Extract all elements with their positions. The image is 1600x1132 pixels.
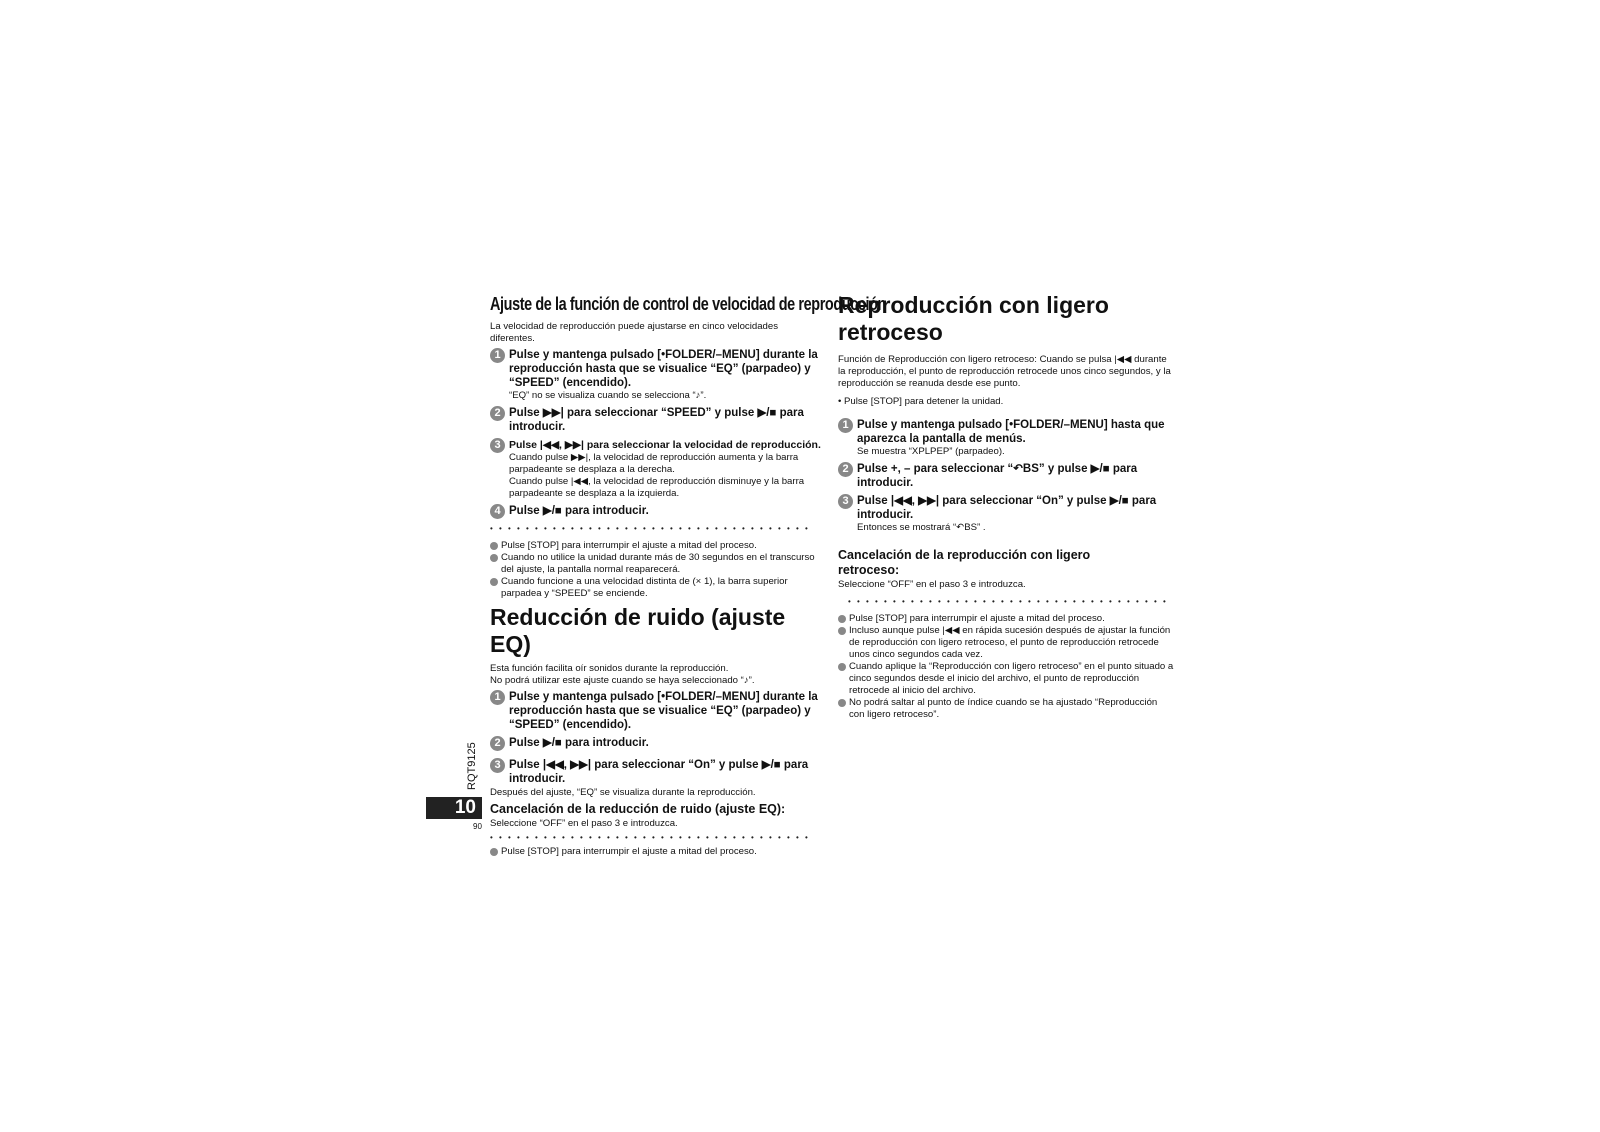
step-note: Cuando pulse ▶▶|, la velocidad de reproducción aumenta y la barra parpadeante se desplaza a la derecha.	[509, 452, 799, 475]
note-text: No podrá saltar al punto de índice cuando se ha ajustado “Reproducción con ligero retroceso”.	[849, 697, 1158, 720]
step-number: 2	[838, 462, 853, 477]
step-number: 1	[490, 348, 505, 363]
page-number-tab: 10	[426, 797, 482, 819]
step-heading: Pulse ▶/■ para introducir.	[509, 505, 649, 517]
rewind-section-title: Reproducción con ligero retroceso	[838, 292, 1109, 345]
noise-intro-1: Esta función facilita oír sonidos durante la reproducción.	[490, 663, 729, 674]
note-text: Pulse [STOP] para interrumpir el ajuste a mitad del proceso.	[501, 540, 757, 551]
note-text: Pulse [STOP] para interrumpir el ajuste a mitad del proceso.	[501, 846, 757, 857]
rewind-step-3	[838, 494, 1174, 534]
step-heading: Pulse |◀◀, ▶▶| para seleccionar “On” y pulse ▶/■ para introducir.	[857, 495, 1157, 521]
note-text: Incluso aunque pulse |◀◀ en rápida sucesión después de ajustar la función de reproducción con ligero retroceso, el punto de reproducción retrocede unos cinco segundos cada vez.	[849, 625, 1171, 660]
left-column	[490, 292, 886, 858]
step-note: Se muestra “XPLPEP” (parpadeo).	[857, 446, 1005, 457]
note-item	[838, 661, 1174, 697]
noise-step-1	[490, 690, 824, 732]
step-number: 3	[838, 494, 853, 509]
step-heading: Pulse |◀◀, ▶▶| para seleccionar “On” y pulse ▶/■ para introducir.	[509, 759, 809, 785]
bullet-icon	[838, 699, 846, 707]
rewind-cancel-title: Cancelación de la reproducción con ligero retroceso:	[838, 548, 1091, 577]
note-item	[838, 697, 1174, 721]
bullet-icon	[838, 663, 846, 671]
note-item	[838, 613, 1174, 625]
step-heading: Pulse +, – para seleccionar “↶BS” y pulse ▶/■ para introducir.	[857, 463, 1138, 489]
bullet-icon	[838, 615, 846, 623]
speed-section-title: Ajuste de la función de control de velocidad de reproducción	[490, 293, 886, 314]
rewind-step-1	[838, 418, 1174, 458]
dotted-separator: ••••••••••••••••••••••••••••••••••••	[848, 597, 1173, 606]
note-item	[490, 552, 824, 576]
document-code: RQT9125	[466, 742, 478, 790]
noise-step-3	[490, 758, 824, 786]
note-text: Cuando aplique la “Reproducción con ligero retroceso” en el punto situado a cinco segundos desde el inicio del archivo, el punto de reproducción retrocede al inicio del archivo.	[849, 661, 1174, 696]
noise-section-title: Reducción de ruido (ajuste EQ)	[490, 604, 786, 657]
bullet-icon	[490, 542, 498, 550]
dotted-separator: ••••••••••••••••••••••••••••••••••••	[490, 833, 815, 842]
step-note: Cuando pulse |◀◀, la velocidad de reproducción disminuye y la barra parpadeante se desplaza a la izquierda.	[509, 476, 805, 499]
step-note: Entonces se mostrará “↶BS” .	[857, 522, 986, 533]
step-number: 1	[838, 418, 853, 433]
note-item	[838, 625, 1174, 661]
bullet-icon	[490, 848, 498, 856]
speed-step-4	[490, 504, 824, 518]
speed-step-1	[490, 348, 824, 402]
step-heading: Pulse ▶▶| para seleccionar “SPEED” y pulse ▶/■ para introducir.	[509, 407, 804, 433]
rewind-intro: Función de Reproducción con ligero retroceso: Cuando se pulsa |◀◀ durante la reproducción, el punto de reproducción retrocede unos cinco segundos, y la reproducción se reanuda desde ese punto.	[838, 354, 1171, 389]
speed-intro: La velocidad de reproducción puede ajustarse en cinco velocidades diferentes.	[490, 321, 779, 344]
note-text: Cuando no utilice la unidad durante más de 30 segundos en el transcurso del ajuste, la pantalla normal reaparecerá.	[501, 552, 815, 575]
step-note: “EQ” no se visualiza cuando se selecciona “♪”.	[509, 390, 707, 401]
note-item	[490, 846, 824, 858]
step-number: 3	[490, 758, 505, 773]
page-number-small: 90	[473, 822, 482, 831]
step-number: 1	[490, 690, 505, 705]
step-number: 2	[490, 736, 505, 751]
noise-cancel-text: Seleccione “OFF” en el paso 3 e introduzca.	[490, 818, 678, 829]
step-heading: Pulse |◀◀, ▶▶| para seleccionar la velocidad de reproducción.	[509, 439, 821, 451]
note-text: Cuando funcione a una velocidad distinta de (× 1), la barra superior parpadea y “SPEED” se enciende.	[501, 576, 788, 599]
step-heading: Pulse ▶/■ para introducir.	[509, 737, 649, 749]
rewind-stop-note: • Pulse [STOP] para detener la unidad.	[838, 396, 1004, 407]
note-item	[490, 576, 824, 600]
noise-step-2	[490, 736, 824, 750]
noise-cancel-title: Cancelación de la reducción de ruido (ajuste EQ):	[490, 802, 786, 816]
noise-after-text: Después del ajuste, “EQ” se visualiza durante la reproducción.	[490, 787, 756, 798]
rewind-cancel-text: Seleccione “OFF” en el paso 3 e introduzca.	[838, 579, 1026, 590]
bullet-icon	[490, 578, 498, 586]
step-heading: Pulse y mantenga pulsado [•FOLDER/–MENU] durante la reproducción hasta que se visualice “EQ” (parpadeo) y “SPEED” (encendido).	[509, 349, 818, 389]
noise-intro-2: No podrá utilizar este ajuste cuando se haya seleccionado “♪”.	[490, 675, 755, 686]
step-number: 3	[490, 438, 505, 453]
note-item	[490, 540, 824, 552]
bullet-icon	[838, 627, 846, 635]
rewind-step-2	[838, 462, 1174, 490]
right-column	[838, 292, 1174, 721]
note-text: Pulse [STOP] para interrumpir el ajuste a mitad del proceso.	[849, 613, 1105, 624]
step-number: 2	[490, 406, 505, 421]
speed-step-3	[490, 438, 824, 500]
dotted-separator: ••••••••••••••••••••••••••••••••••••	[490, 524, 815, 533]
speed-step-2	[490, 406, 824, 434]
step-number: 4	[490, 504, 505, 519]
step-heading: Pulse y mantenga pulsado [•FOLDER/–MENU] durante la reproducción hasta que se visualice “EQ” (parpadeo) y “SPEED” (encendido).	[509, 691, 818, 731]
bullet-icon	[490, 554, 498, 562]
step-heading: Pulse y mantenga pulsado [•FOLDER/–MENU] hasta que aparezca la pantalla de menús.	[857, 419, 1165, 445]
